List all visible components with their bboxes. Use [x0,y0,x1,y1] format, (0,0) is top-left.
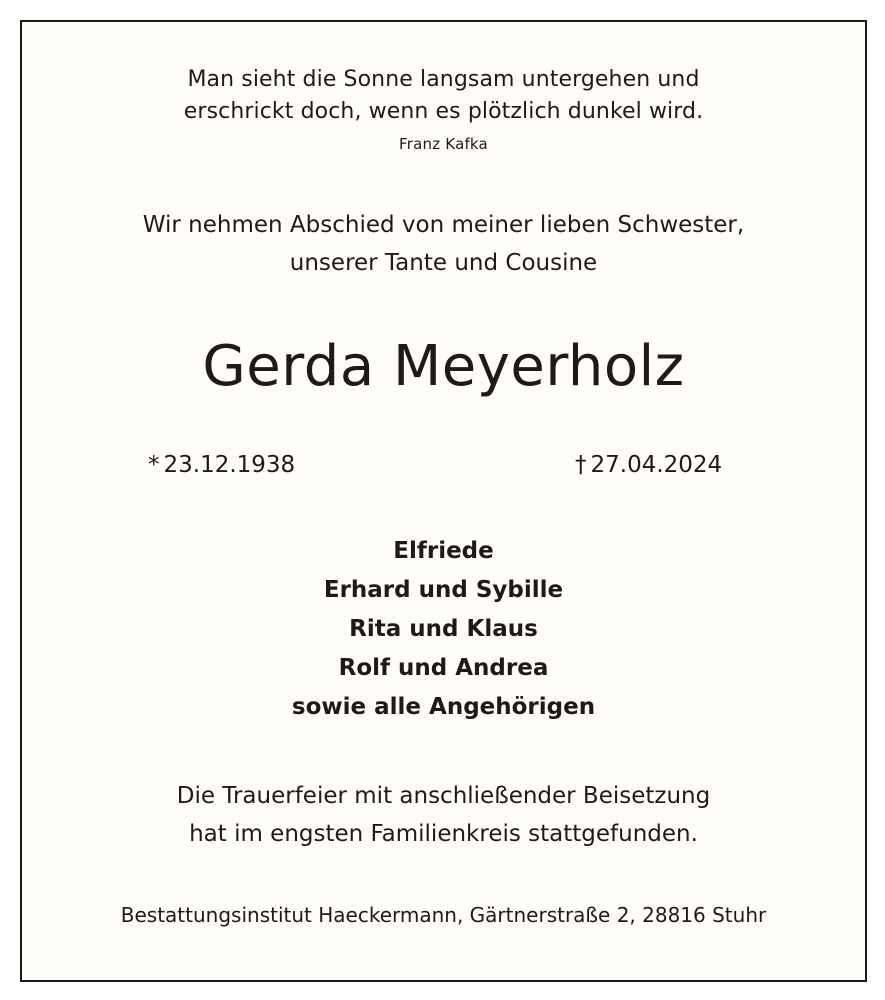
death-date-block [575,450,722,480]
deceased-name: Gerda Meyerholz [202,334,685,399]
funeral-home: Bestattungsinstitut Haeckermann, Gärtnerstraße 2, 28816 Stuhr [120,903,767,927]
mourner-line: Rita und Klaus [349,616,538,642]
ceremony-line-2: hat im engsten Familienkreis stattgefunden. [189,821,698,847]
birth-date: 23.12.1938 [163,452,296,478]
birth-date-block [148,450,295,480]
ceremony-note [22,777,865,853]
farewell-intro [22,206,865,282]
intro-line-2: unserer Tante und Cousine [289,250,598,276]
quote-line-2: erschrickt doch, wenn es plötzlich dunkel wird. [183,99,704,124]
mourners-list [22,532,865,727]
mourner-line: Rolf und Andrea [338,655,549,681]
intro-line-1: Wir nehmen Abschied von meiner lieben Schwester, [142,212,745,238]
mourner-line: sowie alle Angehörigen [291,694,596,720]
quote-author: Franz Kafka [399,135,488,153]
birth-symbol: * [148,452,160,478]
quote-line-1: Man sieht die Sonne langsam untergehen und [187,67,700,92]
quote [22,64,865,128]
ceremony-line-1: Die Trauerfeier mit anschließender Beisetzung [176,783,711,809]
death-symbol: † [575,452,587,478]
obituary-frame [20,20,867,982]
death-date: 27.04.2024 [590,452,723,478]
mourner-line: Elfriede [393,538,494,564]
mourner-line: Erhard und Sybille [323,577,564,603]
